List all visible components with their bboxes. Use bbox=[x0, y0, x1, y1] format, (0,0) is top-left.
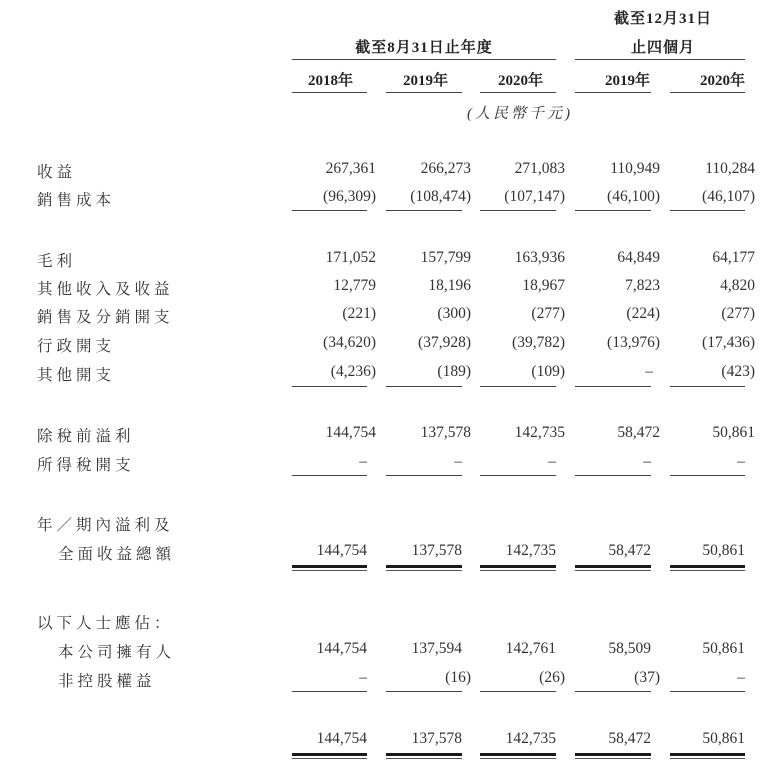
cell: 144,754 bbox=[325, 424, 376, 441]
cell: 137,578 bbox=[420, 424, 471, 441]
cell: 137,578 bbox=[411, 730, 462, 747]
row-label: 本公司擁有人 bbox=[58, 644, 176, 661]
col-underline bbox=[480, 92, 556, 93]
subtotal-rule bbox=[386, 210, 462, 211]
subtotal-rule bbox=[480, 386, 556, 387]
cell: (46,107) bbox=[702, 188, 755, 205]
total-double-rule bbox=[386, 753, 462, 760]
cell: (224) bbox=[626, 305, 660, 322]
cell: 142,735 bbox=[505, 542, 556, 559]
cell: (189) bbox=[437, 363, 471, 380]
cell: (39,782) bbox=[512, 334, 565, 351]
cell: – bbox=[548, 453, 556, 470]
cell: 142,761 bbox=[505, 640, 556, 657]
subtotal-rule bbox=[575, 386, 651, 387]
cell: 137,578 bbox=[411, 542, 462, 559]
cell: 144,754 bbox=[316, 640, 367, 657]
cell: 266,273 bbox=[420, 160, 471, 177]
table-row-profit-before-tax bbox=[0, 424, 770, 448]
row-label: 所得稅開支 bbox=[37, 457, 135, 474]
row-label: 除稅前溢利 bbox=[37, 428, 135, 445]
cell: 58,509 bbox=[608, 640, 651, 657]
column-header-2018: 2018年 bbox=[307, 73, 353, 89]
cell: 12,779 bbox=[333, 277, 376, 294]
subtotal-rule bbox=[670, 691, 745, 692]
column-header-2020: 2020年 bbox=[497, 73, 543, 89]
cell: (423) bbox=[721, 363, 755, 380]
cell: (16) bbox=[445, 669, 471, 686]
subtotal-rule bbox=[292, 475, 367, 476]
table-row-total-comprehensive-income bbox=[0, 542, 770, 566]
cell: 50,861 bbox=[702, 730, 745, 747]
cell: (13,976) bbox=[607, 334, 660, 351]
group1-underline bbox=[292, 59, 556, 60]
cell: (277) bbox=[531, 305, 565, 322]
total-double-rule bbox=[670, 753, 745, 760]
row-label: 銷售及分銷開支 bbox=[37, 309, 174, 326]
row-label: 銷售成本 bbox=[37, 192, 116, 209]
cell: (26) bbox=[539, 669, 565, 686]
total-double-rule bbox=[575, 753, 651, 760]
cell: – bbox=[359, 669, 367, 686]
subtotal-rule bbox=[386, 691, 462, 692]
table-row-attributable-to bbox=[0, 611, 770, 635]
cell: (4,236) bbox=[330, 363, 376, 380]
cell: 58,472 bbox=[617, 424, 660, 441]
cell: 142,735 bbox=[505, 730, 556, 747]
total-double-rule bbox=[670, 565, 745, 572]
cell: 64,177 bbox=[712, 249, 755, 266]
subtotal-rule bbox=[292, 210, 367, 211]
subtotal-rule bbox=[292, 691, 367, 692]
table-row-admin-expenses bbox=[0, 334, 770, 358]
row-label: 以下人士應佔： bbox=[37, 615, 174, 632]
cell: 58,472 bbox=[608, 542, 651, 559]
table-row-selling-expenses bbox=[0, 305, 770, 329]
subtotal-rule bbox=[575, 210, 651, 211]
subtotal-rule bbox=[480, 210, 556, 211]
cell: 144,754 bbox=[316, 730, 367, 747]
col-underline bbox=[386, 92, 462, 93]
row-label: 毛利 bbox=[37, 253, 77, 270]
currency-unit: (人民幣千元) bbox=[467, 106, 573, 122]
subtotal-rule bbox=[292, 386, 367, 387]
row-label: 其他開支 bbox=[37, 367, 116, 384]
total-double-rule bbox=[480, 753, 556, 760]
cell: (37,928) bbox=[418, 334, 471, 351]
cell: – bbox=[643, 453, 651, 470]
cell: 110,284 bbox=[705, 160, 755, 177]
row-label: 收益 bbox=[37, 164, 77, 181]
table-row-income-tax bbox=[0, 453, 770, 477]
cell: (34,620) bbox=[323, 334, 376, 351]
table-row-cost-of-sales bbox=[0, 188, 770, 212]
row-label: 全面收益總額 bbox=[58, 546, 176, 563]
table-row-non-controlling-interests bbox=[0, 669, 770, 693]
cell: – bbox=[737, 669, 745, 686]
cell: (46,100) bbox=[607, 188, 660, 205]
cell: (17,436) bbox=[702, 334, 755, 351]
total-double-rule bbox=[292, 753, 367, 760]
cell: 142,735 bbox=[514, 424, 565, 441]
total-double-rule bbox=[480, 565, 556, 572]
table-row-revenue bbox=[0, 160, 770, 184]
cell: 50,861 bbox=[702, 640, 745, 657]
column-header-2019: 2019年 bbox=[402, 73, 448, 89]
subtotal-rule bbox=[386, 475, 462, 476]
cell: 64,849 bbox=[617, 249, 660, 266]
cell: 144,754 bbox=[316, 542, 367, 559]
col-underline bbox=[670, 92, 745, 93]
table-row-gross-profit bbox=[0, 249, 770, 273]
cell: (300) bbox=[437, 305, 471, 322]
total-double-rule bbox=[386, 565, 462, 572]
cell: 171,052 bbox=[325, 249, 376, 266]
cell: (108,474) bbox=[410, 188, 471, 205]
total-double-rule bbox=[575, 565, 651, 572]
cell: 271,083 bbox=[514, 160, 565, 177]
cell: – bbox=[737, 453, 745, 470]
cell: 137,594 bbox=[411, 640, 462, 657]
cell: – bbox=[454, 453, 462, 470]
col-underline bbox=[575, 92, 651, 93]
cell: 18,196 bbox=[428, 277, 471, 294]
subtotal-rule bbox=[480, 475, 556, 476]
cell: (109) bbox=[531, 363, 565, 380]
cell: 18,967 bbox=[522, 277, 565, 294]
table-row-other-expenses bbox=[0, 363, 770, 387]
group2-underline bbox=[575, 59, 745, 60]
subtotal-rule bbox=[575, 691, 651, 692]
cell: (277) bbox=[721, 305, 755, 322]
group1-title: 截至8月31日止年度 bbox=[355, 40, 493, 56]
cell: 50,861 bbox=[702, 542, 745, 559]
subtotal-rule bbox=[480, 691, 556, 692]
total-double-rule bbox=[292, 565, 367, 572]
cell: 7,823 bbox=[625, 277, 660, 294]
cell: 50,861 bbox=[712, 424, 755, 441]
col-underline bbox=[292, 92, 367, 93]
group2-title-line1: 截至12月31日 bbox=[613, 11, 712, 27]
row-label: 其他收入及收益 bbox=[37, 281, 174, 298]
row-label: 行政開支 bbox=[37, 338, 116, 355]
table-row-final-total bbox=[0, 730, 770, 754]
cell: (37) bbox=[634, 669, 660, 686]
row-label: 年／期內溢利及 bbox=[37, 517, 174, 534]
cell: – bbox=[359, 453, 367, 470]
cell: 4,820 bbox=[720, 277, 755, 294]
subtotal-rule bbox=[670, 210, 745, 211]
subtotal-rule bbox=[386, 386, 462, 387]
table-row-profit-label bbox=[0, 513, 770, 537]
cell: (221) bbox=[342, 305, 376, 322]
column-header-4m-2019: 2019年 bbox=[604, 73, 650, 89]
subtotal-rule bbox=[670, 475, 745, 476]
table-row-other-income bbox=[0, 277, 770, 301]
cell: 58,472 bbox=[608, 730, 651, 747]
table-row-owners-of-company bbox=[0, 640, 770, 664]
subtotal-rule bbox=[575, 475, 651, 476]
column-header-4m-2020: 2020年 bbox=[699, 73, 745, 89]
cell: 110,949 bbox=[610, 160, 660, 177]
group2-title-line2: 止四個月 bbox=[630, 40, 695, 56]
row-label: 非控股權益 bbox=[58, 673, 156, 690]
cell: 163,936 bbox=[514, 249, 565, 266]
cell: (107,147) bbox=[504, 188, 565, 205]
cell: – bbox=[645, 363, 653, 380]
cell: 267,361 bbox=[325, 160, 376, 177]
cell: (96,309) bbox=[323, 188, 376, 205]
cell: 157,799 bbox=[420, 249, 471, 266]
subtotal-rule bbox=[670, 386, 745, 387]
